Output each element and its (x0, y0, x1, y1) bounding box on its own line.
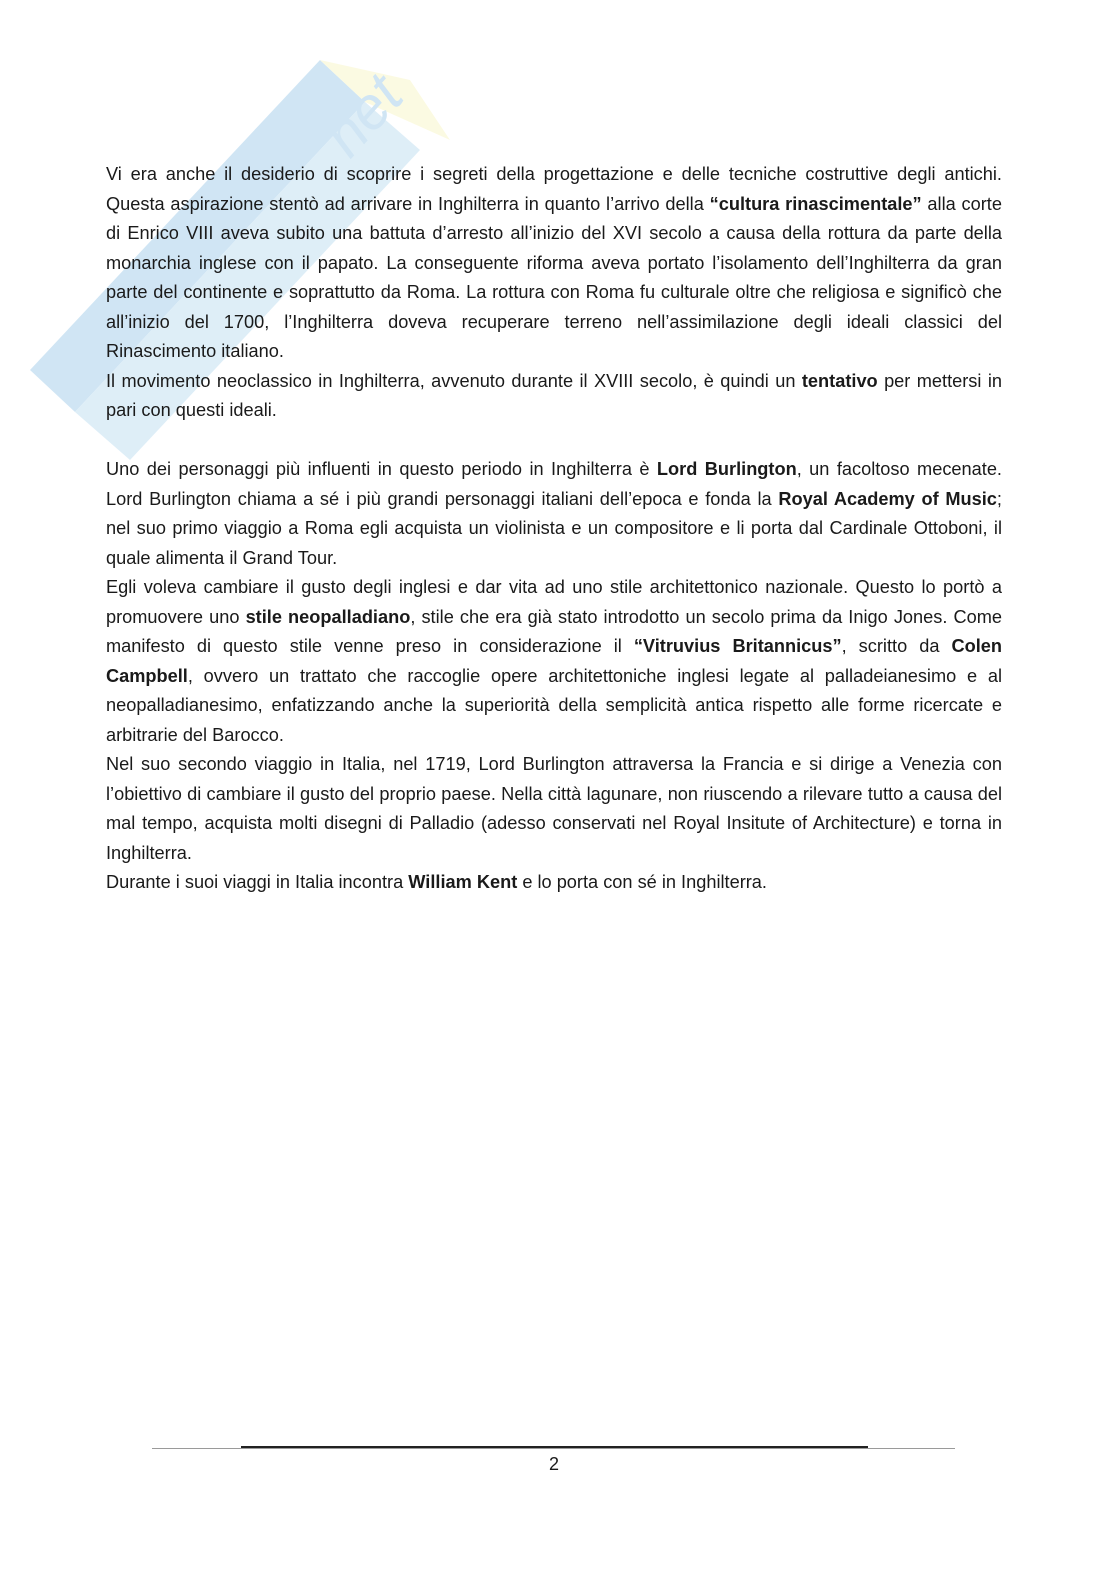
text-run: Uno dei personaggi più influenti in questo periodo in Inghilterra è (106, 459, 657, 479)
text-run: , stile che era già stato introdotto un secolo prima da Inigo Jones. Come manifesto di questo stile venne preso in considerazione il (106, 606, 1003, 656)
text-run: per mettersi in pari con questi ideali. (106, 370, 1002, 420)
paragraph-5 (106, 750, 1002, 868)
text-run: Egli voleva cambiare il gusto degli inglesi e dar vita ad uno stile architettonico nazionale. Questo lo portò a promuovere uno (106, 577, 1002, 627)
bold-text: tentativo (801, 370, 878, 391)
paragraph-4 (106, 573, 1002, 750)
bold-text: Lord Burlington (656, 459, 797, 479)
text-run: alla corte di Enrico VIII aveva subito una battuta d’arresto all’inizio del XVI secolo a causa della rottura da parte della monarchia inglese con il papato. La conseguente riforma aveva portato l’isolamento dell’Inghilterra da gran parte del continente e soprattutto da Roma. La rottura con Roma fu culturale oltre che religiosa e significò che all’inizio del 1700, l’Inghilterra doveva recuperare terreno nell’assimilazione degli ideali classici del Rinascimento italiano. (106, 193, 1002, 361)
text-run: e lo porta con sé in Inghilterra. (517, 872, 767, 892)
text-run: ; nel suo primo viaggio a Roma egli acquista un violinista e un compositore e li porta dal Cardinale Ottoboni, il quale alimenta il Grand Tour. (106, 488, 1002, 568)
paragraph-1 (106, 160, 1002, 367)
paragraph-6 (106, 868, 1002, 898)
page-number: 2 (548, 1454, 559, 1474)
text-run: , scritto da (841, 636, 952, 656)
bold-text: William Kent (408, 872, 518, 892)
text-run: Il movimento neoclassico in Inghilterra, avvenuto durante il XVIII secolo, è quindi un (106, 370, 802, 391)
watermark-text: net (309, 61, 416, 169)
text-run: Nel suo secondo viaggio in Italia, nel 1719, Lord Burlington attraversa la Francia e si dirige a Venezia con l’obiettivo di cambiare il gusto del proprio paese. Nella città lagunare, non riuscendo a rilevare tutto a causa del mal tempo, acquista molti disegni di Palladio (adesso conservati nel Royal Insitute of Architecture) e torna in Inghilterra. (106, 754, 1002, 863)
text-run: Vi era anche il desiderio di scoprire i segreti della progettazione e delle tecniche costruttive degli antichi. Questa aspirazione stentò ad arrivare in Inghilterra in quanto l’arrivo della (106, 164, 1002, 214)
paragraph-3 (106, 455, 1002, 573)
watermark-yellow-band (320, 60, 450, 140)
bold-text: Royal Academy of Music (778, 488, 997, 509)
footer-rule (241, 1446, 868, 1448)
footer-rule-thin (152, 1448, 955, 1449)
bold-text: stile neopalladiano (245, 606, 411, 627)
bold-text: “Vitruvius Britannicus” (633, 636, 842, 656)
bold-text: “cultura rinascimentale” (709, 193, 922, 214)
paragraph-2 (106, 367, 1002, 426)
text-run: Durante i suoi viaggi in Italia incontra (106, 872, 409, 892)
text-run: , ovvero un trattato che raccoglie opere architettoniche inglesi legate al palladeianesimo e al neopalladianesimo, enfatizzando anche la superiorità della semplicità antica rispetto alle forme ricercate e arbitrarie del Barocco. (106, 665, 1002, 745)
bold-text: Colen Campbell (106, 636, 1002, 686)
text-run: , un facoltoso mecenate. Lord Burlington chiama a sé i più grandi personaggi italiani dell’epoca e fonda la (106, 459, 1002, 509)
body-text (106, 160, 1002, 898)
